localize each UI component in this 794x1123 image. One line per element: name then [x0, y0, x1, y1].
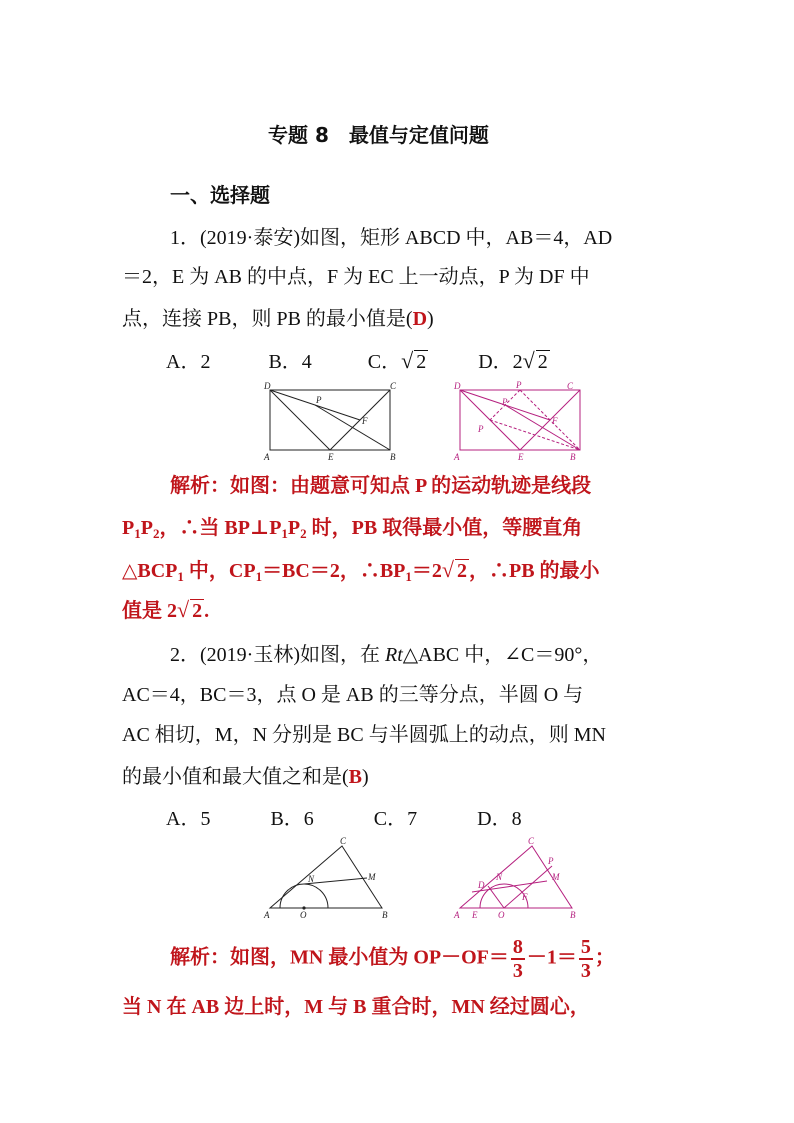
svg-text:M: M: [552, 872, 560, 882]
q1-line2: ＝2，E 为 AB 的中点，F 为 EC 上一动点，P 为 DF 中: [122, 266, 590, 288]
svg-text:B: B: [390, 452, 396, 462]
page-title: 专题 8 最值与定值问题: [268, 123, 489, 147]
q1-solution-line4: 值是 2√ 2 .: [122, 597, 210, 622]
q1-solution-line2: $P_1P_2$，∴当 $BP\perp P_1P_2$ 时，PB 取得最小值，等腰直角: [122, 517, 583, 541]
q2-figure-left: [262, 836, 397, 920]
svg-text:B: B: [570, 452, 576, 462]
q1-line1: 1．(2019·泰安)如图，矩形 ABCD 中，AB＝4，AD: [170, 227, 613, 249]
svg-text:E: E: [472, 910, 478, 920]
svg-text:A: A: [454, 910, 460, 920]
svg-text:B: B: [382, 910, 388, 920]
q1-line3: 点，连接 PB，则 PB 的最小值是(D): [122, 308, 434, 330]
q2-line3: AC 相切，M，N 分别是 BC 与半圆弧上的动点，则 MN: [122, 724, 606, 746]
svg-text:C: C: [567, 381, 574, 391]
svg-text:F: F: [362, 416, 368, 426]
q2-solution-line2: 当 N 在 AB 边上时，M 与 B 重合时，MN 经过圆心，: [122, 996, 590, 1018]
svg-text:C: C: [528, 836, 535, 846]
svg-text:P: P: [502, 397, 508, 407]
q2-option-d: D．8: [477, 808, 522, 830]
svg-text:O: O: [300, 910, 307, 920]
svg-text:A: A: [264, 910, 270, 920]
q2-figure-right: [452, 836, 587, 920]
svg-text:O: O: [498, 910, 505, 920]
svg-text:C: C: [390, 381, 397, 391]
q1-solution-line3: $\triangle BCP_1$ 中，$CP_1=BC=2$，$\therefore BP_1=2√$ 2 ，∴PB 的最小: [122, 557, 600, 584]
svg-text:P: P: [478, 424, 484, 434]
svg-text:D: D: [478, 880, 485, 890]
q2-line2: AC＝4，BC＝3，点 O 是 AB 的三等分点，半圆 O 与: [122, 684, 584, 706]
svg-text:D: D: [264, 381, 271, 391]
svg-text:A: A: [264, 452, 270, 462]
svg-text:E: E: [328, 452, 334, 462]
q2-answer: B: [348, 766, 363, 788]
svg-text:D: D: [454, 381, 461, 391]
q2-solution-line1: 解析：如图，MN 最小值为 OP－OF＝ $\frac{8}{3}$ －1＝ $\frac{5}{3}$ ；: [170, 936, 615, 982]
svg-text:N: N: [496, 872, 503, 882]
q2-option-a: A．5: [166, 808, 211, 830]
section-heading: 一、选择题: [170, 183, 270, 207]
svg-text:A: A: [454, 452, 460, 462]
q1-option-a: A．2: [166, 351, 211, 373]
svg-text:N: N: [308, 874, 315, 884]
q1-option-c: C．√ 2: [367, 348, 427, 373]
q1-option-b: B．4: [268, 351, 312, 373]
q2-line1: 2．(2019·玉林)如图，在 Rt△ABC 中，∠C＝90°，: [170, 644, 603, 666]
svg-text:C: C: [340, 836, 347, 846]
q1-options: [166, 346, 550, 377]
q1-figure-left: [262, 380, 397, 462]
svg-text:M: M: [368, 872, 376, 882]
svg-text:P: P: [516, 380, 522, 390]
svg-text:E: E: [518, 452, 524, 462]
svg-text:P: P: [548, 856, 554, 866]
svg-text:F: F: [522, 892, 528, 902]
svg-text:F: F: [552, 416, 558, 426]
q2-options: [166, 804, 522, 834]
q2-option-c: C．7: [373, 808, 418, 830]
q1-solution-line1: 解析：如图：由题意可知点 P 的运动轨迹是线段: [170, 475, 592, 497]
q1-answer: D: [412, 308, 428, 330]
q1-option-d: D．2√ 2: [478, 348, 548, 373]
svg-text:P: P: [316, 395, 322, 405]
q2-line4: 的最小值和最大值之和是(B): [122, 766, 369, 788]
q2-option-b: B．6: [270, 808, 314, 830]
svg-text:B: B: [570, 910, 576, 920]
q1-figure-right: [452, 380, 587, 462]
